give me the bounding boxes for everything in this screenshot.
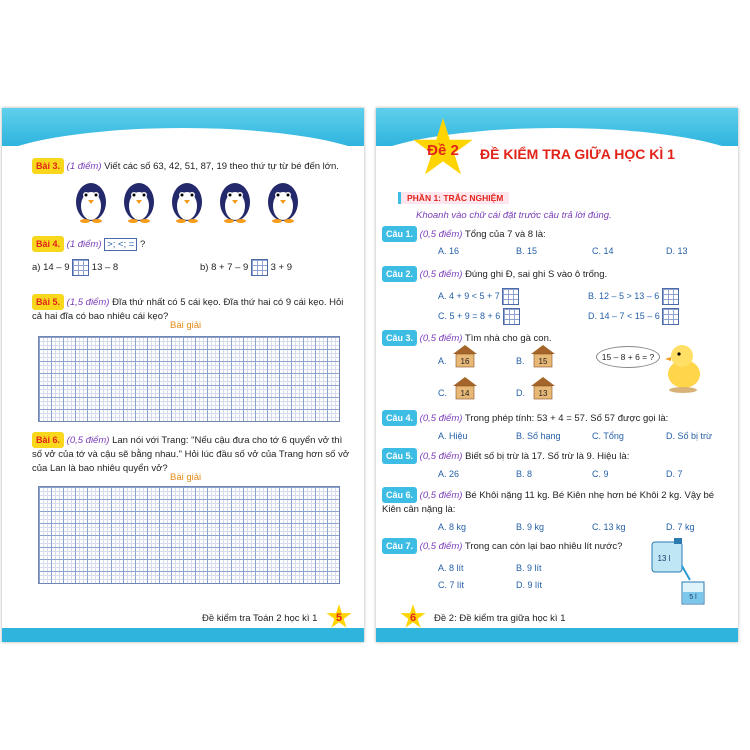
compare-box-a[interactable]	[72, 259, 89, 276]
cau2-points: (0,5 điểm)	[419, 269, 463, 280]
bai4-a	[32, 259, 118, 276]
cau2-label: Câu 2.	[382, 266, 417, 282]
cau7-label: Câu 7.	[382, 538, 417, 554]
house-14-number: 14	[460, 389, 470, 398]
bai5-text: Đĩa thứ nhất có 5 cái kẹo. Đĩa thứ hai có 9 cái kẹo. Hỏi cả hai đĩa có bao nhiêu cái kẹo?	[32, 297, 344, 322]
cau2-option-d	[588, 308, 679, 325]
bai5-points: (1,5 điểm)	[66, 297, 110, 308]
section-header: PHẦN 1: TRẮC NGHIỆM	[398, 192, 509, 204]
left-footer-text: Đề kiểm tra Toán 2 học kì 1	[202, 613, 318, 624]
cau2-option-c-text: C. 5 + 9 = 8 + 6	[438, 310, 501, 321]
instruction-text: Khoanh vào chữ cái đặt trước câu trả lời đúng.	[416, 210, 612, 221]
house-15-icon	[530, 344, 556, 368]
cau4-option-d[interactable]: D. Số bị trừ	[666, 431, 713, 441]
cau2-box-c[interactable]	[503, 308, 520, 325]
left-bottom-bar	[2, 628, 364, 642]
cau3-points: (0,5 điểm)	[419, 333, 463, 344]
water-can-icon	[646, 536, 718, 608]
cau7-points: (0,5 điểm)	[419, 541, 463, 552]
bai4	[32, 236, 145, 252]
right-footer-text: Đề 2: Đề kiểm tra giữa học kì 1	[434, 613, 566, 624]
cau7	[382, 538, 622, 554]
bai5-label: Bài 5.	[32, 294, 64, 310]
left-page	[2, 108, 364, 642]
bai6-solution-label: Bài giải	[170, 472, 202, 483]
cau5-text: Biết số bị trừ là 17. Số trừ là 9. Hiệu là:	[465, 451, 630, 462]
bai6-text: Lan nói với Trang: "Nếu cậu đưa cho tớ 6 quyển vở thì số vở của tớ và cậu sẽ bằng nhau." Hỏi lúc đầu số vở của Trang hơn số vở của Lan là bao nhiêu quyển vở?	[32, 435, 350, 474]
cau6-text: Bé Khôi nặng 11 kg. Bé Kiên nhẹ hơn bé Khôi 2 kg. Vậy bé Kiên cân nặng là:	[382, 490, 715, 515]
bai4-a-right: 13 – 8	[91, 262, 119, 274]
bai4-signs: >; <; =	[104, 238, 137, 251]
cau3-option-d[interactable]: D.	[516, 388, 525, 398]
bai4-label: Bài 4.	[32, 236, 64, 252]
cau4-option-c[interactable]: C. Tổng	[592, 431, 624, 441]
cau6-option-c[interactable]: C. 13 kg	[592, 522, 626, 532]
chick-icon	[660, 340, 706, 396]
cau6-points: (0,5 điểm)	[419, 490, 463, 501]
right-page-number: 6	[409, 612, 417, 624]
cau3-option-c[interactable]: C.	[438, 388, 447, 398]
cau7-option-c[interactable]: C. 7 lít	[438, 580, 465, 590]
cau5-option-c[interactable]: C. 9	[592, 469, 609, 479]
cau6-option-a[interactable]: A. 8 kg	[438, 522, 467, 532]
cau5-label: Câu 5.	[382, 448, 417, 464]
can-label: 13 l	[657, 554, 671, 563]
house-16-icon	[452, 344, 478, 368]
cau6-option-d[interactable]: D. 7 kg	[666, 522, 695, 532]
bai6-answer-grid[interactable]	[38, 486, 340, 584]
cau1-label: Câu 1.	[382, 226, 417, 242]
cau2-box-d[interactable]	[662, 308, 679, 325]
cau2-option-b	[588, 288, 679, 305]
jug-label: 5 l	[689, 594, 697, 601]
cau7-option-d[interactable]: D. 9 lít	[516, 580, 543, 590]
cau2-box-b[interactable]	[662, 288, 679, 305]
cau3-text: Tìm nhà cho gà con.	[464, 333, 552, 344]
cau1-option-b[interactable]: B. 15	[516, 246, 538, 256]
bai4-points: (1 điểm)	[66, 239, 102, 250]
cau4	[382, 410, 668, 426]
right-page	[376, 108, 738, 642]
house-13-number: 13	[538, 389, 548, 398]
cau7-option-b[interactable]: B. 9 lít	[516, 563, 542, 573]
left-page-number: 5	[335, 612, 343, 624]
page-title: ĐỀ KIỂM TRA GIỮA HỌC KÌ 1	[480, 146, 675, 162]
cau7-option-a[interactable]: A. 8 lít	[438, 563, 464, 573]
cau5-points: (0,5 điểm)	[419, 451, 463, 462]
cau2-option-a-text: A. 4 + 9 < 5 + 7	[438, 290, 500, 301]
compare-box-b[interactable]	[251, 259, 268, 276]
bai4-b-right: 3 + 9	[270, 262, 293, 274]
right-bottom-bar	[376, 628, 738, 642]
cau6-label: Câu 6.	[382, 487, 417, 503]
bai6	[32, 432, 352, 476]
cau1-points: (0,5 điểm)	[419, 229, 463, 240]
cau2-text: Đúng ghi Đ, sai ghi S vào ô trống.	[465, 269, 608, 280]
house-14-icon	[452, 376, 478, 400]
bai3-points: (1 điểm)	[66, 161, 102, 172]
bai4-question-mark: ?	[139, 239, 146, 250]
bai5-solution-label: Bài giải	[170, 320, 202, 331]
cau4-points: (0,5 điểm)	[419, 413, 463, 424]
penguins-illustration	[72, 178, 312, 228]
cau2-option-a	[438, 288, 519, 305]
cau7-text: Trong can còn lại bao nhiêu lít nước?	[464, 541, 623, 552]
cau2-option-d-text: D. 14 – 7 < 15 – 6	[588, 310, 660, 321]
cau1	[382, 226, 546, 242]
bai3-label: Bài 3.	[32, 158, 64, 174]
bai4-b-left: b) 8 + 7 – 9	[200, 262, 249, 274]
cau4-option-b[interactable]: B. Số hạng	[516, 431, 561, 441]
cau3-label: Câu 3.	[382, 330, 417, 346]
bai6-label: Bài 6.	[32, 432, 64, 448]
cau6-option-b[interactable]: B. 9 kg	[516, 522, 545, 532]
speech-bubble: 15 – 8 + 6 = ?	[596, 346, 660, 368]
cau2	[382, 266, 607, 282]
house-13-icon	[530, 376, 556, 400]
cau2-option-b-text: B. 12 – 5 > 13 – 6	[588, 290, 660, 301]
house-15-number: 15	[538, 357, 548, 366]
cau2-option-c	[438, 308, 520, 325]
bai5-answer-grid[interactable]	[38, 336, 340, 422]
cau3-option-a[interactable]: A.	[438, 356, 447, 366]
cau1-text: Tổng của 7 và 8 là:	[464, 229, 546, 240]
cau1-option-c[interactable]: C. 14	[592, 246, 614, 256]
bai4-b	[200, 259, 292, 276]
cau1-option-a[interactable]: A. 16	[438, 246, 460, 256]
house-16-number: 16	[460, 357, 470, 366]
bai3-text: Viết các số 63, 42, 51, 87, 19 theo thứ tự từ bé đến lớn.	[104, 161, 339, 172]
cau5-option-b[interactable]: B. 8	[516, 469, 533, 479]
cau2-box-a[interactable]	[502, 288, 519, 305]
de-label: Đề 2	[427, 142, 459, 159]
cau5-option-a[interactable]: A. 26	[438, 469, 460, 479]
bai4-a-left: a) 14 – 9	[32, 262, 70, 274]
cau3-option-b[interactable]: B.	[516, 356, 525, 366]
cau1-option-d[interactable]: D. 13	[666, 246, 688, 256]
cau5	[382, 448, 629, 464]
cau4-option-a[interactable]: A. Hiệu	[438, 431, 468, 441]
bai3	[32, 158, 352, 174]
cau5-option-d[interactable]: D. 7	[666, 469, 683, 479]
cau6	[382, 487, 732, 517]
cau4-text: Trong phép tính: 53 + 4 = 57. Số 57 được gọi là:	[464, 413, 669, 424]
bai6-points: (0,5 điểm)	[66, 435, 110, 446]
cau4-label: Câu 4.	[382, 410, 417, 426]
